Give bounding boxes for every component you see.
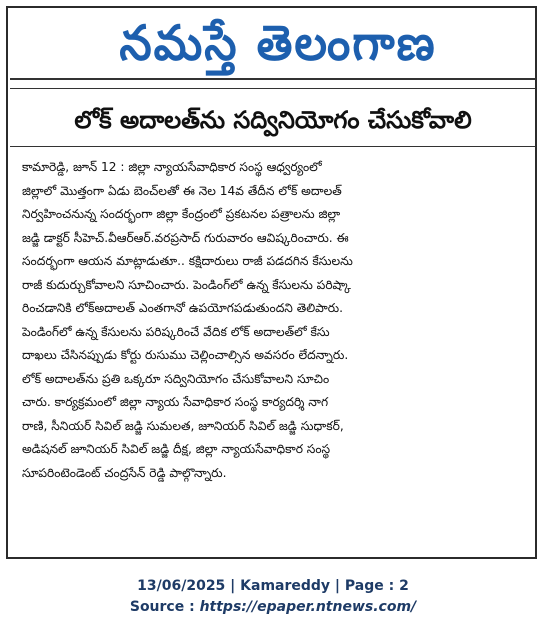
article-line: సూపరింటెండెంట్ చంద్రసేన్ రెడ్డి పాల్గొన్నారు. [22, 465, 227, 480]
newspaper-masthead [78, 14, 478, 78]
article-headline: లోక్ అదాలత్‌ను సద్వినియోగం చేసుకోవాలి [74, 106, 472, 134]
headline-divider [10, 146, 536, 147]
article-line: పెండింగ్‌లో ఉన్న కేసులను పరిష్కరించే వేదిక లోక్ అదాలత్‌లో కేసు [22, 324, 330, 339]
clipping-date-edition: 13/06/2025 | Kamareddy | Page : 2 [137, 578, 409, 594]
article-line: దాఖలు చేసినప్పుడు కోర్టు రుసుము చెల్లించాల్సిన అవసరం లేదన్నారు. [22, 348, 349, 362]
article-line: చారు. కార్యక్రమంలో జిల్లా న్యాయ సేవాధికార సంస్థ కార్యదర్శి నాగ [22, 395, 329, 409]
source-link[interactable]: https://epaper.ntnews.com/ [199, 599, 417, 615]
article-line: కామారెడ్డి, జూన్ 12 : జిల్లా న్యాయసేవాధికార సంస్థ ఆధ్వర్యంలో [22, 160, 322, 174]
masthead-rule-thin [10, 88, 536, 89]
source-label: Source : [129, 599, 200, 615]
article-body [22, 156, 519, 485]
masthead-rule [10, 78, 536, 80]
masthead-title: నమస్తే తెలంగాణ [119, 14, 437, 72]
article-line: అడిషనల్ జూనియర్ సివిల్ జడ్జి దీక్ష, జిల్లా న్యాయసేవాధికార సంస్థ [22, 442, 331, 456]
clipping-source [0, 599, 546, 615]
article-line: సందర్భంగా ఆయన మాట్లాడుతూ.. కక్షిదారులు రాజీ పడదగిన కేసులను [22, 254, 353, 268]
article-line: లోక్ అదాలత్‌ను ప్రతి ఒక్కరూ సద్వినియోగం చేసుకోవాలని సూచిం [22, 371, 330, 386]
article-line: జడ్జి డాక్టర్ సీహెచ్.వీఆర్ఆర్.వరప్రసాద్ గురువారం ఆవిష్కరించారు. ఈ [22, 230, 349, 245]
article-line: రాజీ కుదుర్చుకోవాలని సూచించారు. పెండింగ్‌లో ఉన్న కేసులను పరిష్కా [22, 277, 351, 292]
article-line: జిల్లాలో మొత్తంగా ఏడు బెంచ్‌లతో ఈ నెల 14వ తేదీన లోక్ అదాలత్ [22, 183, 342, 198]
article-line: నిర్వహించనున్న సందర్భంగా జిల్లా కేంద్రంలో ప్రకటనల పత్రాలను జిల్లా [22, 207, 341, 221]
article-line: రాణి, సీనియర్ సివిల్ జడ్జి సుమలత, జూనియర్ సివిల్ జడ్జి సుధాకర్, [22, 418, 344, 433]
article-line: రించడానికి లోక్‌అదాలత్ ఎంతగానో ఉపయోగపడుతుందని తెలిపారు. [22, 301, 344, 315]
